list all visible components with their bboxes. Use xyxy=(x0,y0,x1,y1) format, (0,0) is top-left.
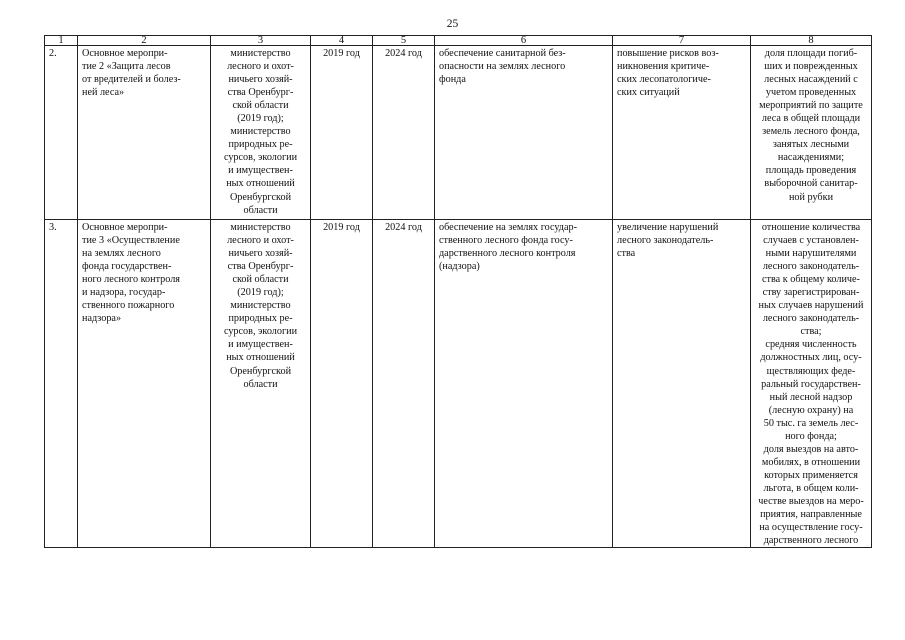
cell-line: случаев с установлен- xyxy=(763,235,859,247)
cell-line: природных ре- xyxy=(228,313,293,325)
cell-line: сурсов, экологии xyxy=(223,152,298,164)
row-number: 3. xyxy=(45,220,78,548)
cell-line: лесных насаждений с xyxy=(764,74,858,86)
cell-line: выборочной санитар- xyxy=(764,178,858,190)
cell-line: ственного лесного фонда госу- xyxy=(439,235,573,247)
cell-line: фонда государствен- xyxy=(82,261,172,273)
cell-line: ный лесной надзор xyxy=(769,391,853,403)
cell-line: ществляющих феде- xyxy=(766,365,856,377)
cell-line: дарственного лесного xyxy=(763,535,859,547)
page-number: 25 xyxy=(446,18,459,30)
cell-line: которых применяется xyxy=(764,469,858,481)
cell-line: министерство xyxy=(230,222,291,233)
cell-line: повышение рисков воз- xyxy=(617,48,719,59)
cell-line: 50 тыс. га земель лес- xyxy=(763,417,859,429)
cell-line: на землях лесного xyxy=(82,248,161,260)
expected-result-cell xyxy=(435,220,613,548)
column-number: 2 xyxy=(78,36,211,46)
cell-line: ного лесного контроля xyxy=(82,274,180,286)
cell-line: дарственного лесного контроля xyxy=(439,248,576,260)
cell-line: ству зарегистрирован- xyxy=(762,287,860,299)
cell-line: опасности на землях лесного xyxy=(439,61,566,73)
expected-result-cell xyxy=(435,46,613,220)
column-number: 6 xyxy=(435,36,613,46)
cell-line: ных отношений xyxy=(226,178,295,190)
cell-line: Основное меропри- xyxy=(82,48,168,59)
cell-line: от вредителей и болез- xyxy=(82,74,181,86)
cell-line: и надзора, государ- xyxy=(82,287,166,299)
cell-line: доля площади погиб- xyxy=(764,48,858,59)
cell-line: сурсов, экологии xyxy=(223,326,298,338)
cell-line: ничьего хозяй- xyxy=(228,74,293,86)
cell-line: ших и поврежденных xyxy=(764,61,858,73)
cell-line: ными нарушителями xyxy=(765,248,857,260)
cell-line: и имуществен- xyxy=(228,165,293,177)
cell-line: области xyxy=(243,204,278,216)
cell-line: ственного пожарного xyxy=(82,300,175,312)
cell-line: ства Оренбург- xyxy=(227,87,294,99)
cell-line: ных случаев нарушений xyxy=(758,300,864,312)
cell-line: (лесную охрану) на xyxy=(768,404,854,416)
cell-line: лесного законодатель- xyxy=(617,235,714,247)
cell-line: фонда xyxy=(439,74,466,86)
cell-line: надзора» xyxy=(82,313,122,325)
cell-line: Оренбургской xyxy=(229,365,292,377)
event-name-cell xyxy=(78,46,211,220)
executor-cell xyxy=(211,46,311,220)
cell-line: тие 3 «Осуществление xyxy=(82,235,180,247)
cell-line: честве выездов на меро- xyxy=(758,495,864,507)
cell-line: мобилях, в отношении xyxy=(761,456,861,468)
cell-line: ной рубки xyxy=(788,191,834,203)
cell-line: министерство xyxy=(230,300,291,312)
column-number: 7 xyxy=(613,36,751,46)
cell-line: увеличение нарушений xyxy=(617,222,719,233)
cell-line: обеспечение санитарной без- xyxy=(439,48,566,59)
cell-line: ских лесопатологиче- xyxy=(617,74,711,86)
consequences-cell xyxy=(613,220,751,548)
table-row xyxy=(45,46,872,220)
cell-line: ральный государствен- xyxy=(761,378,861,390)
column-number: 4 xyxy=(311,36,373,46)
column-number: 1 xyxy=(45,36,78,46)
cell-line: земель лесного фонда, xyxy=(762,126,860,138)
cell-line: мероприятий по защите xyxy=(759,100,863,112)
cell-line: насаждениями; xyxy=(777,152,845,164)
cell-line: ничьего хозяй- xyxy=(228,248,293,260)
column-number: 3 xyxy=(211,36,311,46)
cell-line: ного фонда; xyxy=(785,430,837,442)
cell-line: ских ситуаций xyxy=(617,87,680,99)
cell-line: лесного и охот- xyxy=(227,235,294,247)
cell-line: ства Оренбург- xyxy=(227,261,294,273)
cell-line: лесного законодатель- xyxy=(762,261,860,273)
indicators-cell xyxy=(751,46,872,220)
cell-line: средняя численность xyxy=(765,339,857,351)
cell-line: ской области xyxy=(232,100,289,112)
cell-line: тие 2 «Защита лесов xyxy=(82,61,171,73)
column-number-row xyxy=(45,36,872,46)
cell-line: занятых лесными xyxy=(772,139,850,151)
cell-line: (2019 год); xyxy=(237,113,284,125)
cell-line: Основное меропри- xyxy=(82,222,168,233)
table-row xyxy=(45,220,872,548)
cell-line: ней леса» xyxy=(82,87,125,99)
cell-line: на осуществление госу- xyxy=(759,522,863,534)
cell-line: лесного и охот- xyxy=(227,61,294,73)
column-number: 5 xyxy=(373,36,435,46)
row-number: 2. xyxy=(45,46,78,220)
column-number: 8 xyxy=(751,36,872,46)
cell-line: (2019 год); xyxy=(237,287,284,299)
cell-line: никновения критиче- xyxy=(617,61,710,73)
cell-line: леса в общей площади xyxy=(761,113,861,125)
end-year-cell: 2024 год xyxy=(373,220,435,548)
cell-line: обеспечение на землях государ- xyxy=(439,222,578,233)
start-year-cell: 2019 год xyxy=(311,46,373,220)
cell-line: доля выездов на авто- xyxy=(763,443,859,455)
cell-line: должностных лиц, осу- xyxy=(760,352,862,364)
cell-line: (надзора) xyxy=(439,261,480,273)
cell-line: области xyxy=(243,378,278,390)
executor-cell xyxy=(211,220,311,548)
cell-line: отношение количества xyxy=(761,222,861,233)
consequences-cell xyxy=(613,46,751,220)
cell-line: ных отношений xyxy=(226,352,295,364)
cell-line: учетом проведенных xyxy=(765,87,857,99)
cell-line: министерство xyxy=(230,126,291,138)
indicators-cell xyxy=(751,220,872,548)
start-year-cell: 2019 год xyxy=(311,220,373,548)
cell-line: ства; xyxy=(800,326,822,338)
event-name-cell xyxy=(78,220,211,548)
cell-line: льгота, в общем коли- xyxy=(763,482,859,494)
cell-line: ства xyxy=(617,248,636,260)
cell-line: приятия, направленные xyxy=(760,509,862,521)
cell-line: ства к общему количе- xyxy=(762,274,860,286)
cell-line: министерство xyxy=(230,48,291,59)
cell-line: ской области xyxy=(232,274,289,286)
cell-line: лесного законодатель- xyxy=(762,313,860,325)
cell-line: Оренбургской xyxy=(229,191,292,203)
end-year-cell: 2024 год xyxy=(373,46,435,220)
cell-line: площадь проведения xyxy=(765,165,857,177)
cell-line: и имуществен- xyxy=(228,339,293,351)
program-events-table xyxy=(44,35,872,548)
cell-line: природных ре- xyxy=(228,139,293,151)
